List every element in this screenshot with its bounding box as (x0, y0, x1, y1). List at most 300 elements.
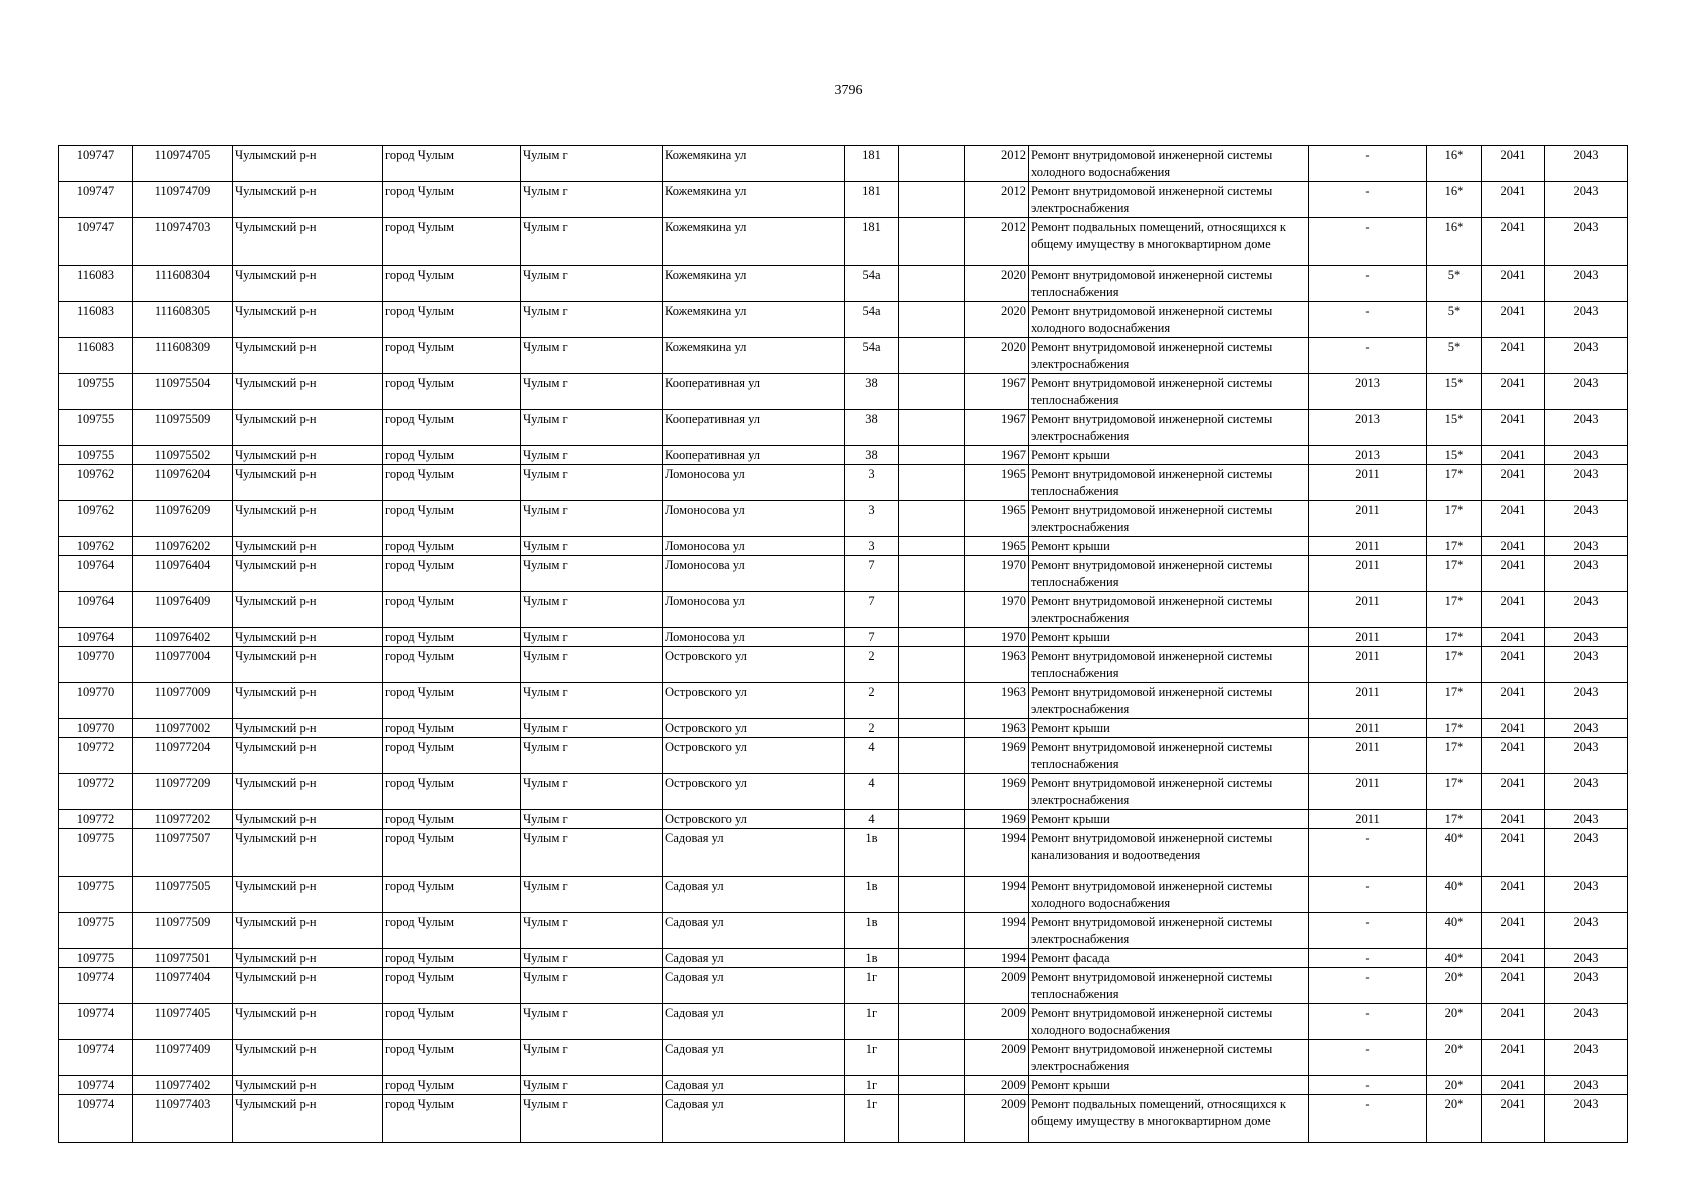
wear-cell: 5* (1427, 266, 1482, 302)
work-type-cell: Ремонт внутридомовой инженерной системы холодного водоснабжения (1029, 877, 1309, 913)
last-repair-year-cell: 2011 (1309, 647, 1427, 683)
settlement-cell: Чулым г (521, 182, 663, 218)
last-repair-year-cell: - (1309, 949, 1427, 968)
plan-end-cell: 2043 (1545, 719, 1628, 738)
house-number-cell: 4 (845, 738, 899, 774)
work-type-cell: Ремонт внутридомовой инженерной системы теплоснабжения (1029, 968, 1309, 1004)
municipality-cell: город Чулым (383, 556, 521, 592)
table-row (59, 537, 1628, 556)
table-row (59, 182, 1628, 218)
work-type-cell: Ремонт внутридомовой инженерной системы электроснабжения (1029, 774, 1309, 810)
work-type-cell: Ремонт подвальных помещений, относящихся к общему имуществу в многоквартирном доме (1029, 1095, 1309, 1143)
building-letter-cell (899, 410, 965, 446)
table-row (59, 556, 1628, 592)
district-cell: Чулымский р-н (233, 592, 383, 628)
build-year-cell: 1965 (965, 537, 1029, 556)
table-body (59, 146, 1628, 1143)
last-repair-year-cell: 2011 (1309, 537, 1427, 556)
plan-end-cell: 2043 (1545, 537, 1628, 556)
settlement-cell: Чулым г (521, 719, 663, 738)
building-letter-cell (899, 683, 965, 719)
last-repair-year-cell: 2011 (1309, 774, 1427, 810)
district-cell: Чулымский р-н (233, 465, 383, 501)
build-year-cell: 2012 (965, 218, 1029, 266)
build-year-cell: 1970 (965, 628, 1029, 647)
district-cell: Чулымский р-н (233, 949, 383, 968)
building-id-cell: 109762 (59, 537, 133, 556)
plan-end-cell: 2043 (1545, 182, 1628, 218)
municipality-cell: город Чулым (383, 501, 521, 537)
plan-end-cell: 2043 (1545, 302, 1628, 338)
work-type-cell: Ремонт внутридомовой инженерной системы холодного водоснабжения (1029, 146, 1309, 182)
building-id-cell: 109762 (59, 465, 133, 501)
district-cell: Чулымский р-н (233, 738, 383, 774)
house-number-cell: 181 (845, 218, 899, 266)
work-type-cell: Ремонт внутридомовой инженерной системы теплоснабжения (1029, 465, 1309, 501)
table-row (59, 1095, 1628, 1143)
municipality-cell: город Чулым (383, 829, 521, 877)
plan-start-cell: 2041 (1482, 1095, 1545, 1143)
plan-end-cell: 2043 (1545, 810, 1628, 829)
build-year-cell: 2009 (965, 968, 1029, 1004)
table-row (59, 338, 1628, 374)
wear-cell: 20* (1427, 968, 1482, 1004)
plan-start-cell: 2041 (1482, 182, 1545, 218)
last-repair-year-cell: 2011 (1309, 683, 1427, 719)
plan-end-cell: 2043 (1545, 410, 1628, 446)
building-letter-cell (899, 338, 965, 374)
settlement-cell: Чулым г (521, 501, 663, 537)
municipality-cell: город Чулым (383, 968, 521, 1004)
table-row (59, 949, 1628, 968)
plan-start-cell: 2041 (1482, 913, 1545, 949)
last-repair-year-cell: 2013 (1309, 410, 1427, 446)
municipality-cell: город Чулым (383, 683, 521, 719)
wear-cell: 20* (1427, 1040, 1482, 1076)
house-number-cell: 2 (845, 719, 899, 738)
plan-end-cell: 2043 (1545, 338, 1628, 374)
plan-start-cell: 2041 (1482, 302, 1545, 338)
work-id-cell: 110977202 (133, 810, 233, 829)
work-type-cell: Ремонт внутридомовой инженерной системы электроснабжения (1029, 592, 1309, 628)
plan-end-cell: 2043 (1545, 647, 1628, 683)
settlement-cell: Чулым г (521, 1095, 663, 1143)
municipality-cell: город Чулым (383, 302, 521, 338)
settlement-cell: Чулым г (521, 774, 663, 810)
district-cell: Чулымский р-н (233, 1076, 383, 1095)
settlement-cell: Чулым г (521, 592, 663, 628)
plan-end-cell: 2043 (1545, 683, 1628, 719)
work-id-cell: 110975509 (133, 410, 233, 446)
table-row (59, 501, 1628, 537)
wear-cell: 15* (1427, 446, 1482, 465)
plan-start-cell: 2041 (1482, 968, 1545, 1004)
plan-start-cell: 2041 (1482, 719, 1545, 738)
district-cell: Чулымский р-н (233, 374, 383, 410)
municipality-cell: город Чулым (383, 465, 521, 501)
work-id-cell: 110977002 (133, 719, 233, 738)
street-cell: Садовая ул (663, 949, 845, 968)
plan-end-cell: 2043 (1545, 501, 1628, 537)
municipality-cell: город Чулым (383, 949, 521, 968)
last-repair-year-cell: - (1309, 1076, 1427, 1095)
building-id-cell: 109770 (59, 719, 133, 738)
building-id-cell: 109770 (59, 683, 133, 719)
last-repair-year-cell: 2013 (1309, 446, 1427, 465)
work-type-cell: Ремонт внутридомовой инженерной системы канализования и водоотведения (1029, 829, 1309, 877)
house-number-cell: 1г (845, 1004, 899, 1040)
district-cell: Чулымский р-н (233, 218, 383, 266)
district-cell: Чулымский р-н (233, 913, 383, 949)
wear-cell: 16* (1427, 146, 1482, 182)
building-id-cell: 109774 (59, 1004, 133, 1040)
municipality-cell: город Чулым (383, 628, 521, 647)
municipality-cell: город Чулым (383, 410, 521, 446)
build-year-cell: 1969 (965, 810, 1029, 829)
building-letter-cell (899, 1095, 965, 1143)
work-id-cell: 110977507 (133, 829, 233, 877)
last-repair-year-cell: - (1309, 829, 1427, 877)
building-letter-cell (899, 774, 965, 810)
work-type-cell: Ремонт внутридомовой инженерной системы теплоснабжения (1029, 266, 1309, 302)
work-type-cell: Ремонт внутридомовой инженерной системы электроснабжения (1029, 410, 1309, 446)
settlement-cell: Чулым г (521, 949, 663, 968)
settlement-cell: Чулым г (521, 628, 663, 647)
build-year-cell: 1963 (965, 647, 1029, 683)
plan-end-cell: 2043 (1545, 374, 1628, 410)
plan-start-cell: 2041 (1482, 877, 1545, 913)
last-repair-year-cell: - (1309, 877, 1427, 913)
plan-start-cell: 2041 (1482, 829, 1545, 877)
build-year-cell: 2009 (965, 1095, 1029, 1143)
work-id-cell: 110977405 (133, 1004, 233, 1040)
wear-cell: 17* (1427, 774, 1482, 810)
last-repair-year-cell: - (1309, 146, 1427, 182)
settlement-cell: Чулым г (521, 556, 663, 592)
building-letter-cell (899, 374, 965, 410)
building-letter-cell (899, 146, 965, 182)
building-letter-cell (899, 501, 965, 537)
building-id-cell: 109755 (59, 410, 133, 446)
building-letter-cell (899, 1076, 965, 1095)
last-repair-year-cell: - (1309, 266, 1427, 302)
work-type-cell: Ремонт крыши (1029, 1076, 1309, 1095)
house-number-cell: 2 (845, 647, 899, 683)
work-id-cell: 111608305 (133, 302, 233, 338)
building-letter-cell (899, 446, 965, 465)
wear-cell: 16* (1427, 218, 1482, 266)
municipality-cell: город Чулым (383, 266, 521, 302)
settlement-cell: Чулым г (521, 913, 663, 949)
work-id-cell: 110976204 (133, 465, 233, 501)
work-id-cell: 110976409 (133, 592, 233, 628)
street-cell: Садовая ул (663, 829, 845, 877)
street-cell: Кожемякина ул (663, 338, 845, 374)
last-repair-year-cell: - (1309, 302, 1427, 338)
build-year-cell: 1969 (965, 774, 1029, 810)
wear-cell: 5* (1427, 302, 1482, 338)
building-letter-cell (899, 810, 965, 829)
house-number-cell: 38 (845, 374, 899, 410)
district-cell: Чулымский р-н (233, 146, 383, 182)
last-repair-year-cell: - (1309, 218, 1427, 266)
municipality-cell: город Чулым (383, 719, 521, 738)
settlement-cell: Чулым г (521, 1004, 663, 1040)
building-id-cell: 109764 (59, 628, 133, 647)
building-id-cell: 109747 (59, 218, 133, 266)
work-id-cell: 111608304 (133, 266, 233, 302)
district-cell: Чулымский р-н (233, 410, 383, 446)
wear-cell: 15* (1427, 374, 1482, 410)
page-number: 3796 (834, 83, 863, 98)
build-year-cell: 1965 (965, 465, 1029, 501)
plan-start-cell: 2041 (1482, 647, 1545, 683)
table-row (59, 592, 1628, 628)
last-repair-year-cell: - (1309, 913, 1427, 949)
table-row (59, 683, 1628, 719)
house-number-cell: 1г (845, 1095, 899, 1143)
table-row (59, 968, 1628, 1004)
building-id-cell: 109774 (59, 1040, 133, 1076)
building-letter-cell (899, 913, 965, 949)
settlement-cell: Чулым г (521, 1040, 663, 1076)
street-cell: Ломоносова ул (663, 628, 845, 647)
settlement-cell: Чулым г (521, 146, 663, 182)
house-number-cell: 181 (845, 146, 899, 182)
build-year-cell: 1965 (965, 501, 1029, 537)
work-type-cell: Ремонт крыши (1029, 446, 1309, 465)
build-year-cell: 1994 (965, 829, 1029, 877)
street-cell: Ломоносова ул (663, 556, 845, 592)
plan-end-cell: 2043 (1545, 877, 1628, 913)
plan-start-cell: 2041 (1482, 683, 1545, 719)
build-year-cell: 1963 (965, 683, 1029, 719)
plan-end-cell: 2043 (1545, 556, 1628, 592)
municipality-cell: город Чулым (383, 738, 521, 774)
settlement-cell: Чулым г (521, 1076, 663, 1095)
wear-cell: 17* (1427, 647, 1482, 683)
plan-end-cell: 2043 (1545, 1004, 1628, 1040)
work-type-cell: Ремонт крыши (1029, 719, 1309, 738)
work-id-cell: 110977009 (133, 683, 233, 719)
wear-cell: 20* (1427, 1004, 1482, 1040)
plan-start-cell: 2041 (1482, 1040, 1545, 1076)
table-row (59, 410, 1628, 446)
building-id-cell: 109774 (59, 1095, 133, 1143)
street-cell: Островского ул (663, 647, 845, 683)
district-cell: Чулымский р-н (233, 683, 383, 719)
work-id-cell: 110977004 (133, 647, 233, 683)
plan-start-cell: 2041 (1482, 1004, 1545, 1040)
table-row (59, 146, 1628, 182)
last-repair-year-cell: - (1309, 182, 1427, 218)
district-cell: Чулымский р-н (233, 1095, 383, 1143)
building-letter-cell (899, 218, 965, 266)
work-id-cell: 110975504 (133, 374, 233, 410)
municipality-cell: город Чулым (383, 537, 521, 556)
plan-start-cell: 2041 (1482, 146, 1545, 182)
street-cell: Кооперативная ул (663, 374, 845, 410)
wear-cell: 17* (1427, 465, 1482, 501)
municipality-cell: город Чулым (383, 913, 521, 949)
plan-start-cell: 2041 (1482, 556, 1545, 592)
district-cell: Чулымский р-н (233, 537, 383, 556)
municipality-cell: город Чулым (383, 218, 521, 266)
street-cell: Ломоносова ул (663, 537, 845, 556)
work-type-cell: Ремонт крыши (1029, 628, 1309, 647)
building-id-cell: 109775 (59, 913, 133, 949)
plan-start-cell: 2041 (1482, 218, 1545, 266)
street-cell: Садовая ул (663, 1040, 845, 1076)
building-id-cell: 109772 (59, 810, 133, 829)
build-year-cell: 1994 (965, 877, 1029, 913)
settlement-cell: Чулым г (521, 266, 663, 302)
last-repair-year-cell: - (1309, 1040, 1427, 1076)
building-id-cell: 116083 (59, 302, 133, 338)
street-cell: Ломоносова ул (663, 592, 845, 628)
table-row (59, 302, 1628, 338)
building-id-cell: 109747 (59, 182, 133, 218)
plan-start-cell: 2041 (1482, 501, 1545, 537)
building-id-cell: 109774 (59, 1076, 133, 1095)
build-year-cell: 1994 (965, 913, 1029, 949)
street-cell: Кожемякина ул (663, 302, 845, 338)
building-id-cell: 109775 (59, 877, 133, 913)
street-cell: Ломоносова ул (663, 501, 845, 537)
plan-end-cell: 2043 (1545, 592, 1628, 628)
wear-cell: 40* (1427, 829, 1482, 877)
build-year-cell: 1967 (965, 374, 1029, 410)
building-letter-cell (899, 537, 965, 556)
table-row (59, 774, 1628, 810)
building-id-cell: 109772 (59, 738, 133, 774)
street-cell: Садовая ул (663, 877, 845, 913)
plan-end-cell: 2043 (1545, 446, 1628, 465)
wear-cell: 17* (1427, 628, 1482, 647)
house-number-cell: 54а (845, 302, 899, 338)
municipality-cell: город Чулым (383, 374, 521, 410)
house-number-cell: 3 (845, 537, 899, 556)
wear-cell: 20* (1427, 1095, 1482, 1143)
settlement-cell: Чулым г (521, 374, 663, 410)
building-letter-cell (899, 302, 965, 338)
street-cell: Садовая ул (663, 968, 845, 1004)
plan-start-cell: 2041 (1482, 446, 1545, 465)
street-cell: Островского ул (663, 774, 845, 810)
house-number-cell: 1в (845, 913, 899, 949)
house-number-cell: 1в (845, 829, 899, 877)
wear-cell: 17* (1427, 556, 1482, 592)
street-cell: Садовая ул (663, 913, 845, 949)
plan-start-cell: 2041 (1482, 374, 1545, 410)
wear-cell: 40* (1427, 913, 1482, 949)
table-row (59, 913, 1628, 949)
wear-cell: 17* (1427, 537, 1482, 556)
build-year-cell: 2009 (965, 1040, 1029, 1076)
settlement-cell: Чулым г (521, 465, 663, 501)
street-cell: Кожемякина ул (663, 146, 845, 182)
table-row (59, 1004, 1628, 1040)
plan-end-cell: 2043 (1545, 146, 1628, 182)
municipality-cell: город Чулым (383, 810, 521, 829)
build-year-cell: 2020 (965, 338, 1029, 374)
house-number-cell: 7 (845, 592, 899, 628)
settlement-cell: Чулым г (521, 968, 663, 1004)
building-id-cell: 109762 (59, 501, 133, 537)
work-type-cell: Ремонт внутридомовой инженерной системы холодного водоснабжения (1029, 302, 1309, 338)
last-repair-year-cell: - (1309, 968, 1427, 1004)
building-letter-cell (899, 592, 965, 628)
table-row (59, 465, 1628, 501)
table-row (59, 829, 1628, 877)
street-cell: Кожемякина ул (663, 218, 845, 266)
build-year-cell: 1969 (965, 738, 1029, 774)
building-id-cell: 116083 (59, 266, 133, 302)
settlement-cell: Чулым г (521, 537, 663, 556)
last-repair-year-cell: - (1309, 1095, 1427, 1143)
district-cell: Чулымский р-н (233, 556, 383, 592)
work-id-cell: 110977403 (133, 1095, 233, 1143)
house-number-cell: 54а (845, 338, 899, 374)
work-id-cell: 110977501 (133, 949, 233, 968)
municipality-cell: город Чулым (383, 182, 521, 218)
work-type-cell: Ремонт внутридомовой инженерной системы холодного водоснабжения (1029, 1004, 1309, 1040)
house-number-cell: 3 (845, 465, 899, 501)
district-cell: Чулымский р-н (233, 829, 383, 877)
building-letter-cell (899, 877, 965, 913)
table-row (59, 218, 1628, 266)
street-cell: Островского ул (663, 810, 845, 829)
build-year-cell: 2009 (965, 1076, 1029, 1095)
municipality-cell: город Чулым (383, 1004, 521, 1040)
municipality-cell: город Чулым (383, 1040, 521, 1076)
work-id-cell: 110976404 (133, 556, 233, 592)
wear-cell: 17* (1427, 501, 1482, 537)
district-cell: Чулымский р-н (233, 266, 383, 302)
last-repair-year-cell: 2011 (1309, 719, 1427, 738)
district-cell: Чулымский р-н (233, 302, 383, 338)
district-cell: Чулымский р-н (233, 182, 383, 218)
house-number-cell: 2 (845, 683, 899, 719)
work-type-cell: Ремонт фасада (1029, 949, 1309, 968)
wear-cell: 17* (1427, 683, 1482, 719)
plan-end-cell: 2043 (1545, 628, 1628, 647)
building-id-cell: 109764 (59, 592, 133, 628)
work-id-cell: 110976209 (133, 501, 233, 537)
plan-start-cell: 2041 (1482, 537, 1545, 556)
table-row (59, 647, 1628, 683)
building-id-cell: 109755 (59, 446, 133, 465)
work-type-cell: Ремонт внутридомовой инженерной системы электроснабжения (1029, 683, 1309, 719)
plan-start-cell: 2041 (1482, 810, 1545, 829)
table-row (59, 1076, 1628, 1095)
work-type-cell: Ремонт внутридомовой инженерной системы теплоснабжения (1029, 556, 1309, 592)
building-letter-cell (899, 1004, 965, 1040)
wear-cell: 17* (1427, 719, 1482, 738)
work-id-cell: 110977509 (133, 913, 233, 949)
last-repair-year-cell: 2013 (1309, 374, 1427, 410)
building-letter-cell (899, 266, 965, 302)
street-cell: Кожемякина ул (663, 266, 845, 302)
plan-end-cell: 2043 (1545, 465, 1628, 501)
wear-cell: 40* (1427, 877, 1482, 913)
plan-start-cell: 2041 (1482, 338, 1545, 374)
settlement-cell: Чулым г (521, 338, 663, 374)
wear-cell: 20* (1427, 1076, 1482, 1095)
plan-end-cell: 2043 (1545, 218, 1628, 266)
district-cell: Чулымский р-н (233, 719, 383, 738)
last-repair-year-cell: - (1309, 338, 1427, 374)
